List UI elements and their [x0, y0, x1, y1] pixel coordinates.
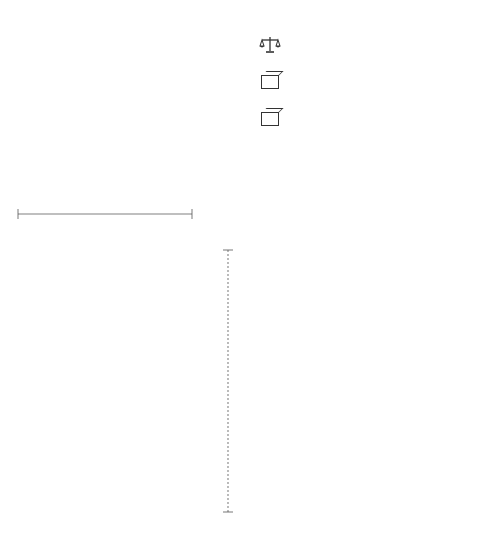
weight-spec-row — [259, 34, 281, 56]
dimension-lines — [18, 209, 233, 512]
volume-box-icon — [261, 112, 279, 126]
scale-icon — [259, 34, 281, 56]
package-weight-icon — [261, 75, 279, 89]
volume-spec-row — [259, 108, 281, 130]
package-weight-spec-row — [259, 71, 281, 93]
